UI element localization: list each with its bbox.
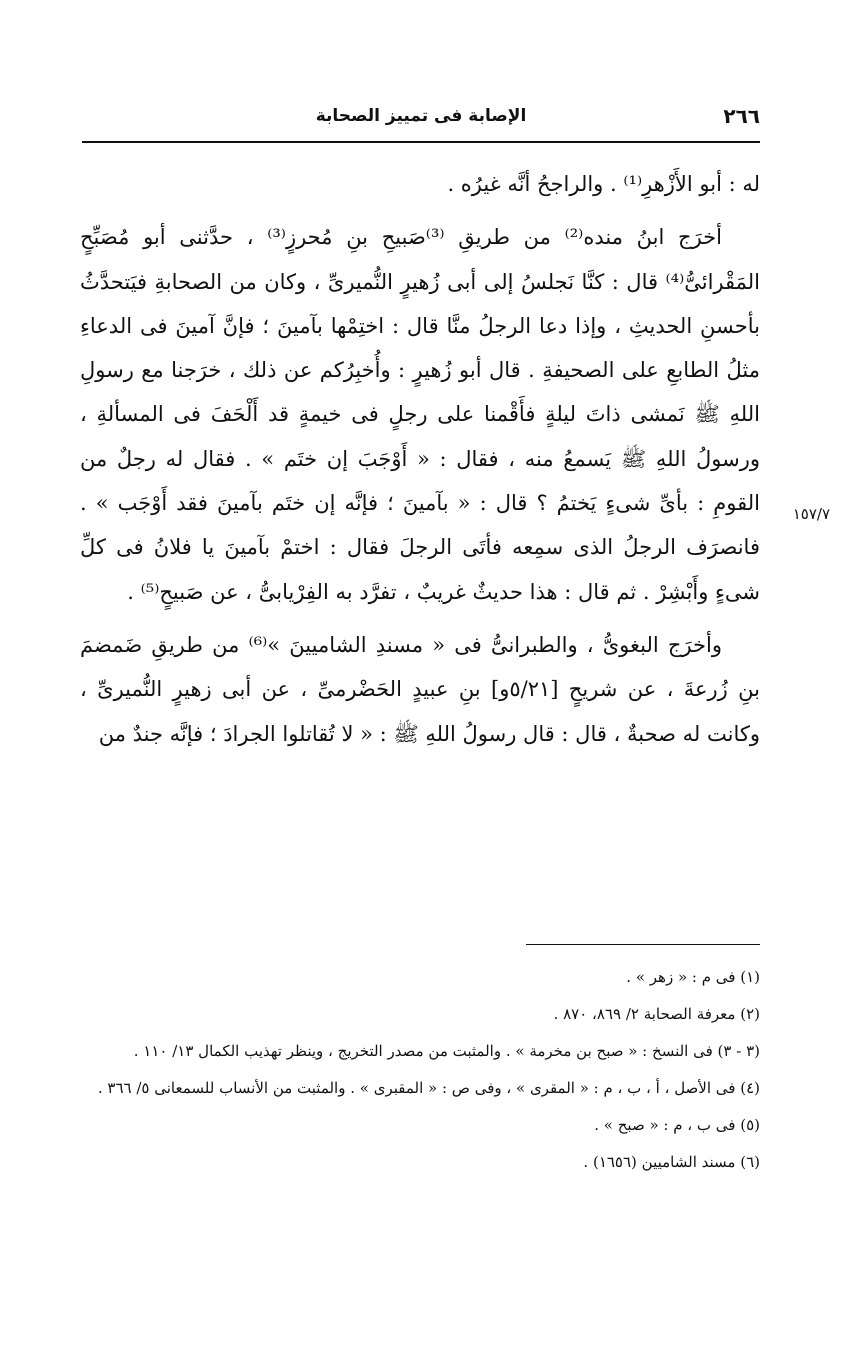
header-rule xyxy=(82,141,760,143)
footnote-1: (١) فى م : « زهر » . xyxy=(626,968,760,986)
page-header xyxy=(82,96,760,136)
footnote-5: (٥) فى ب ، م : « صبح » . xyxy=(594,1116,760,1134)
footnote-3: (٣ - ٣) فى النسخ : « صبح بن مخرمة » . والمثبت من مصدر التخريج ، وينظر تهذيب الكمال ١٣/ ١١٠ . xyxy=(133,1042,760,1060)
margin-reference: ١٥٧/٧ xyxy=(792,505,830,523)
footnote-2: (٢) معرفة الصحابة ٢/ ٨٦٩، ٨٧٠ . xyxy=(553,1005,760,1023)
main-text xyxy=(80,162,760,756)
paragraph-1: له : أبو الأَزْهرِ⁽¹⁾ . والراجحُ أنَّه غيرُه . xyxy=(447,172,760,196)
footnote-4: (٤) فى الأصل ، أ ، ب ، م : « المقرى » ، وفى ص : « المقبرى » . والمثبت من الأنساب للسمعانى ٥/ ٣٦٦ . xyxy=(97,1079,760,1097)
running-title: الإصابة فى تمييز الصحابة xyxy=(315,106,527,126)
footnotes xyxy=(80,962,760,1184)
page-number: ٢٦٦ xyxy=(723,104,760,128)
paragraph-3: وأخرَج البغوىُّ ، والطبرانىُّ فى « مسندِ الشاميينَ »⁽⁶⁾ من طريقِ ضَمضمَ بنِ زُرعةَ ، عن شريحٍ [٥/٢١و] بنِ عبيدٍ الحَضْرمىِّ ، عن أبى زهيرٍ النُّميرىِّ ، وكانت له صحبةٌ ، قال : قال رسولُ اللهِ ﷺ : « لا تُقاتلوا الجرادَ ؛ فإنَّه جندٌ من xyxy=(80,632,760,746)
footnote-rule xyxy=(526,944,760,945)
footnote-6: (٦) مسند الشاميين (١٦٥٦) . xyxy=(583,1153,760,1171)
paragraph-2: أخرَج ابنُ منده⁽²⁾ من طريقِ ⁽³⁾صَبيحِ بنِ مُحرزٍ⁽³⁾ ، حدَّثنى أبو مُصَبِّحٍ المَقْرائىُّ⁽⁴⁾ قال : كنَّا نَجلسُ إلى أبى زُهيرٍ النُّميرىِّ ، وكان من الصحابةِ فيَتحدَّثُ بأحسنِ الحديثِ ، وإذا دعا الرجلُ منَّا قال : اختِمْها بآمينَ ؛ فإنَّ آمينَ فى الدعاءِ مثلُ الطابعِ على الصحيفةِ . قال أبو زُهيرٍ : وأُخبِرُكم عن ذلك ، خرَجنا مع رسولِ اللهِ ﷺ نَمشى ذاتَ ليلةٍ فأَقْمنا على رجلٍ فى خيمةٍ قد أَلْحَفَ فى المسألةِ ، ورسولُ اللهِ ﷺ يَسمعُ منه ، فقال : « أَوْجَبَ إن ختَم » . فقال له رجلٌ من القومِ : بأىِّ شىءٍ يَختمُ ؟ قال : « بآمينَ ؛ فإنَّه إن ختَم بآمينَ فقد أَوْجَب » . فانصرَف الرجلُ الذى سمِعه فأتَى الرجلَ فقال : اختمْ بآمينَ يا فلانُ فى كلِّ شىءٍ وأَبْشِرْ . ثم قال : هذا حديثٌ غريبٌ ، تفرَّد به الفِرْيابىُّ ، عن صَبيحٍ⁽⁵⁾ . xyxy=(80,225,760,604)
